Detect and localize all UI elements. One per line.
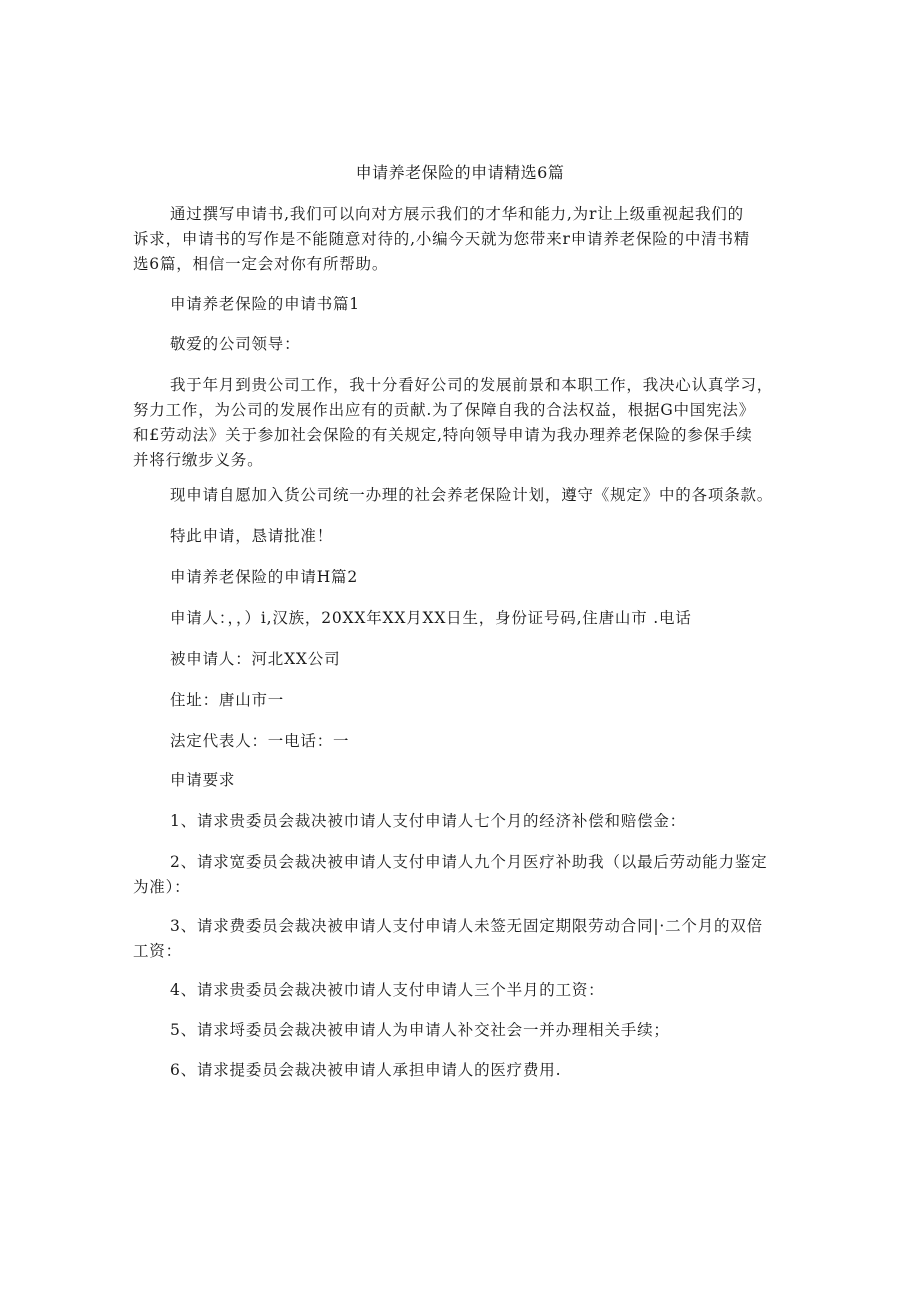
request-item-6: 6、请求提委员会裁决被申请人承担申请人的医疗费用. <box>170 1061 562 1079</box>
request-item-2 <box>133 850 793 900</box>
text-line: 为准）： <box>133 878 191 896</box>
text-line: 3、请求费委员会裁决被申请人支付申请人未签无固定期限劳动合同|·二个月的双倍 <box>170 917 763 935</box>
respondent-line: 被申请人：河北XX公司 <box>170 650 341 668</box>
requests-heading: 申请要求 <box>170 771 236 789</box>
text-line: 通过撰写申请书,我们可以向对方展示我们的才华和能力,为r让上级重视起我们的 <box>170 205 744 223</box>
section1-body <box>133 373 793 473</box>
text-line: 选6篇，相信一定会对你有所帮助。 <box>133 255 389 273</box>
request-item-3 <box>133 914 793 964</box>
section1-paragraph-2: 现申请自愿加入货公司统一办理的社会养老保险计划，遵守《规定》中的各项条款。 <box>170 486 774 504</box>
salutation: 敬爱的公司领导： <box>170 335 301 353</box>
applicant-line: 申请人：，，）i,汉族，20XX年XX月XX日生，身份证号码,住唐山市 .电话 <box>170 609 692 627</box>
section1-closing: 特此申请，恳请批准！ <box>170 527 334 545</box>
text-line: 和£劳动法》关于参加社会保险的有关规定,特向领导申请为我办理养老保险的参保手续 <box>133 426 753 444</box>
request-item-4: 4、请求贵委员会裁决被巾请人支付申请人三个半月的工资： <box>170 981 605 999</box>
text-line: 并将行缴步义务。 <box>133 451 264 469</box>
address-line: 住址：唐山市一 <box>170 691 285 709</box>
intro-paragraph <box>133 202 793 277</box>
legal-rep-line: 法定代表人：一电话：一 <box>170 732 350 750</box>
section2-heading: 申请养老保险的申请H篇2 <box>170 568 358 586</box>
document-title: 申请养老保险的申请精选6篇 <box>355 163 565 182</box>
text-line: 我于年月到贵公司工作，我十分看好公司的发展前景和本职工作，我决心认真学习， <box>170 376 774 394</box>
request-item-1: 1、请求贵委员会裁决被巾请人支付申请人七个月的经济补偿和赔偿金： <box>170 812 686 830</box>
text-line: 2、请求宽委员会裁决被申请人支付申请人九个月医疗补助我（以最后劳动能力鉴定 <box>170 853 768 871</box>
text-line: 工资： <box>133 942 182 960</box>
section1-heading: 申请养老保险的申请书篇1 <box>170 295 360 313</box>
text-line: 诉求，申请书的写作是不能随意对待的,小编今天就为您带来r申请养老保险的中清书精 <box>133 230 751 248</box>
text-line: 努力工作，为公司的发展作出应有的贡献.为了保障自我的合法权益，根据G中国宪法》 <box>133 401 756 419</box>
request-item-5: 5、请求埒委员会裁决被申请人为申请人补交社会一并办理相关手续； <box>170 1021 670 1039</box>
